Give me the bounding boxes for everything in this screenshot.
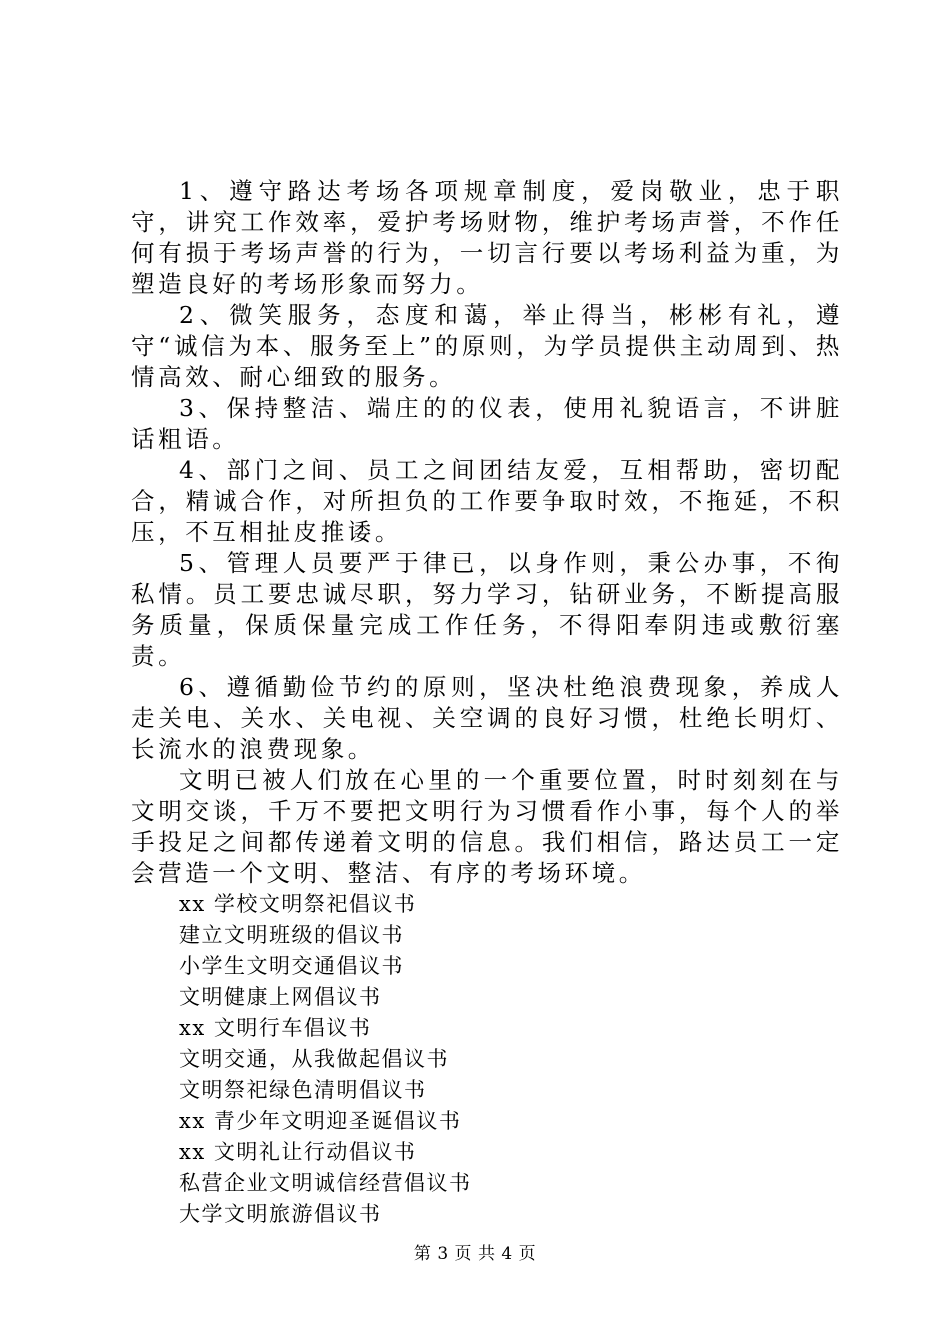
list-item: xx 青少年文明迎圣诞倡议书 [179,1109,462,1133]
list-item: 建立文明班级的倡议书 [179,923,404,947]
closing-paragraph: 文明已被人们放在心里的一个重要位置，时时刻刻在与文明交谈，千万不要把文明行为习惯看作小事，每个人的举手投足之间都传递着文明的信息。我们相信，路达员工一定会营造一个文明、整洁、有序的考场环境。 [131,766,843,887]
list-item: 文明祭祀绿色清明倡议书 [179,1078,427,1102]
list-item: 大学文明旅游倡议书 [179,1202,382,1226]
paragraph-1: 1、遵守路达考场各项规章制度，爱岗敬业，忠于职守，讲究工作效率，爱护考场财物，维护考场声誉，不作任何有损于考场声誉的行为，一切言行要以考场利益为重，为塑造良好的考场形象而努力。 [131,177,843,298]
related-titles-list [131,889,843,1230]
list-item: 私营企业文明诚信经营倡议书 [179,1171,472,1195]
list-item: 文明交通，从我做起倡议书 [179,1047,449,1071]
paragraph-3: 3、保持整洁、端庄的的仪表，使用礼貌语言，不讲脏话粗语。 [131,394,843,453]
paragraph-4: 4、部门之间、员工之间团结友爱，互相帮助，密切配合，精诚合作，对所担负的工作要争取时效，不拖延，不积压，不互相扯皮推诿。 [131,456,843,546]
paragraph-5: 5、管理人员要严于律已，以身作则，秉公办事，不徇私情。员工要忠诚尽职，努力学习，钻研业务，不断提高服务质量，保质保量完成工作任务，不得阳奉阴违或敷衍塞责。 [131,549,843,670]
list-item: 文明健康上网倡议书 [179,985,382,1009]
paragraph-6: 6、遵循勤俭节约的原则，坚决杜绝浪费现象，养成人走关电、关水、关电视、关空调的良好习惯，杜绝长明灯、长流水的浪费现象。 [131,673,843,763]
paragraph-2: 2、微笑服务，态度和蔼，举止得当，彬彬有礼，遵守“诚信为本、服务至上”的原则，为学员提供主动周到、热情高效、耐心细致的服务。 [131,301,843,391]
page-number-footer: 第 3 页 共 4 页 [413,1244,537,1264]
list-item: xx 文明礼让行动倡议书 [179,1140,417,1164]
document-body [131,176,843,1230]
list-item: xx 文明行车倡议书 [179,1016,372,1040]
list-item: 小学生文明交通倡议书 [179,954,404,978]
list-item: xx 学校文明祭祀倡议书 [179,892,417,916]
